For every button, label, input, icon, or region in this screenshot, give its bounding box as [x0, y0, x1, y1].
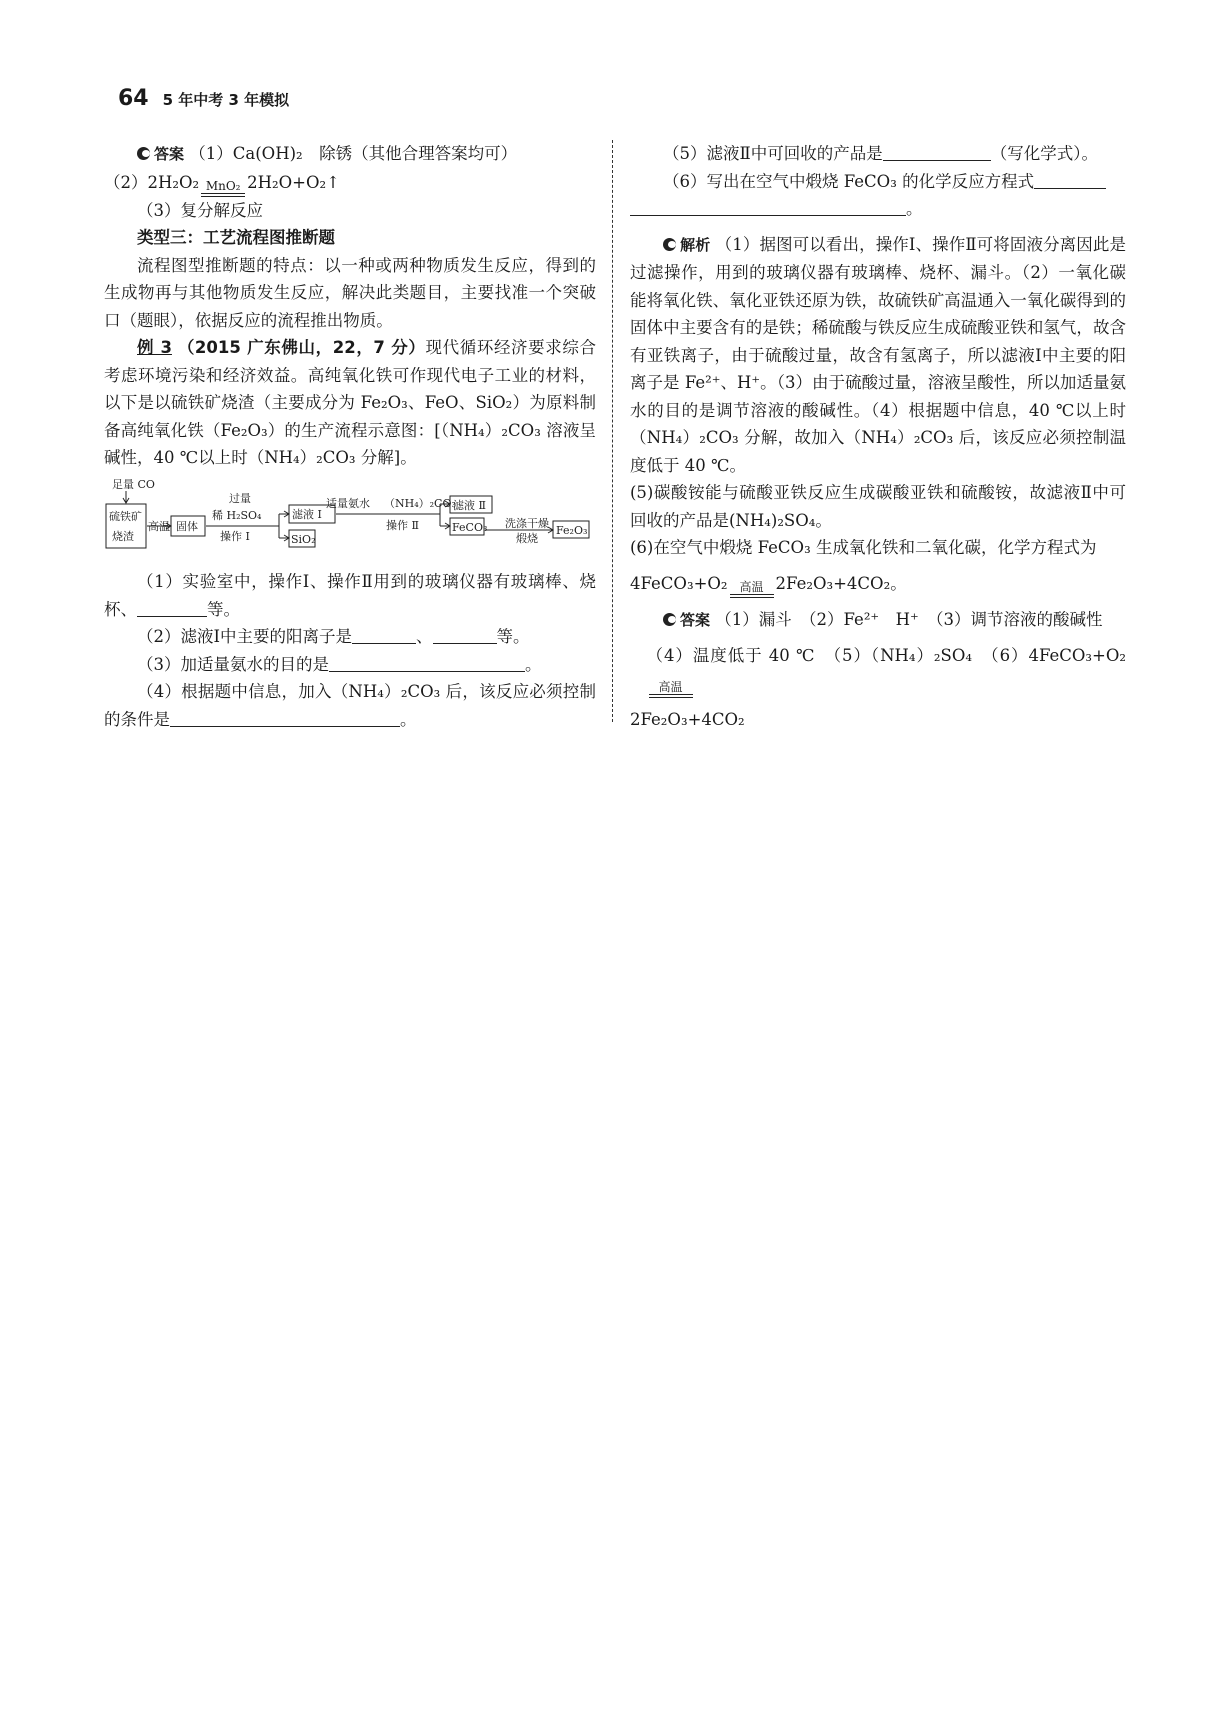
- analysis-paragraph: [630, 231, 1126, 480]
- flow-sio2: SiO₂: [291, 532, 316, 546]
- answer-part3: （3）复分解反应: [137, 200, 263, 220]
- answer-label: 答案: [154, 145, 185, 163]
- final-answer-line2: （4）温度低于 40 ℃ （5）（NH₄）₂SO₄ （6）4FeCO₃+O₂ 高温: [630, 642, 1126, 698]
- flow-co-label: 足量 CO: [112, 477, 155, 491]
- question-2: （2）滤液Ⅰ中主要的阳离子是 、 等。: [137, 627, 530, 646]
- equation-condition: MnO₂: [201, 180, 245, 197]
- flow-calcine: 煅烧: [516, 531, 538, 545]
- page-number: 64: [118, 86, 149, 111]
- flow-raw-2: 烧渣: [112, 529, 134, 543]
- final-answer-marker-icon: [663, 613, 676, 626]
- flow-nh4co3: （NH₄）₂CO₃: [384, 496, 456, 510]
- intro-paragraph: 流程图型推断题的特点：以一种或两种物质发生反应，得到的生成物再与其他物质发生反应，解决此类题目，主要找准一个突破口（题眼），依据反应的流程推出物质。: [104, 255, 596, 330]
- flow-op2: 操作 Ⅱ: [386, 518, 419, 532]
- analysis-label: 解析: [680, 235, 711, 254]
- answer-text: （1）Ca(OH)₂ 除锈（其他合理答案均可）: [189, 144, 518, 163]
- flow-raw-1: 硫铁矿: [109, 509, 142, 523]
- answer-marker-icon: [137, 147, 150, 160]
- analysis-marker-icon: [663, 238, 676, 251]
- right-column: [630, 140, 1126, 733]
- final-answer-label: 答案: [680, 610, 711, 629]
- analysis-part5: (5)碳酸铵能与硫酸亚铁反应生成碳酸亚铁和硫酸铵，故滤液Ⅱ中可回收的产品是(NH₄)₂SO₄。: [630, 483, 1126, 530]
- page-header: [118, 86, 289, 111]
- final-answer-condition: 高温: [649, 681, 693, 698]
- equation-line: （2）2H₂O₂ MnO₂ 2H₂O+O₂↑: [104, 169, 596, 197]
- answer-blank-2b: [433, 627, 497, 644]
- answer-blank-3: [329, 655, 525, 672]
- flow-feco3: FeCO₃: [452, 520, 488, 534]
- book-title: 5 年中考 3 年模拟: [162, 91, 290, 109]
- flow-svg: [104, 478, 594, 550]
- flow-acid: 稀 H₂SO₄: [212, 508, 262, 522]
- answer-blank-2a: [352, 627, 416, 644]
- question-4: （4）根据题中信息，加入（NH₄）₂CO₃ 后，该反应必须控制的条件是 。: [104, 682, 596, 729]
- question-6: （6）写出在空气中煅烧 FeCO₃ 的化学反应方程式 。: [630, 168, 1126, 223]
- answer-blank-1: [137, 600, 207, 617]
- analysis-equation-condition: 高温: [730, 581, 774, 598]
- flow-diagram: [104, 478, 596, 559]
- left-column: [104, 140, 596, 733]
- answer-blank-4: [170, 710, 400, 727]
- flow-acid-top: 过量: [229, 491, 251, 505]
- example-label: 例 3: [137, 338, 172, 357]
- flow-op1: 操作 Ⅰ: [220, 529, 250, 543]
- answer-blank-5: [883, 144, 991, 161]
- flow-ammonia: 适量氨水: [326, 496, 370, 510]
- flow-filtrate2: 滤液 Ⅱ: [453, 498, 486, 512]
- example-source: （2015 广东佛山，22，7 分）: [177, 338, 426, 357]
- answer-blank-6a: [1034, 172, 1106, 189]
- final-answer-line3: 2Fe₂O₃+4CO₂: [630, 709, 745, 729]
- analysis-part6: (6)在空气中煅烧 FeCO₃ 生成氧化铁和二氧化碳，化学方程式为: [630, 538, 1097, 557]
- question-5: （5）滤液Ⅱ中可回收的产品是 （写化学式）。: [663, 144, 1098, 163]
- answer-line: [104, 140, 596, 169]
- section-title: 类型三：工艺流程图推断题: [137, 228, 335, 247]
- question-1: （1）实验室中，操作Ⅰ、操作Ⅱ用到的玻璃仪器有玻璃棒、烧杯、 等。: [104, 572, 596, 619]
- flow-solid: 固体: [176, 519, 198, 533]
- analysis-text: （1）据图可以看出，操作Ⅰ、操作Ⅱ可将固液分离因此是过滤操作，用到的玻璃仪器有玻璃棒、烧杯、漏斗。（2）一氧化碳能将氧化铁、氧化亚铁还原为铁，故硫铁矿高温通入一氧化碳得到的固体中主要含有的是铁；稀硫酸与铁反应生成硫酸亚铁和氢气，故含有亚铁离子，由于硫酸过量，故含有氢离子，所以滤液Ⅰ中主要的阳离子是 Fe²⁺、H⁺。（3）由于硫酸过量，溶液呈酸性，所以加适量氨水的目的是调节溶液的酸碱性。（4）根据题中信息，40 ℃以上时（NH₄）₂CO₃ 分解，故加入（NH₄）₂CO₃ 后，该反应必须控制温度低于 40 ℃。: [630, 234, 1126, 475]
- column-divider: [612, 140, 613, 722]
- question-3: （3）加适量氨水的目的是 。: [137, 654, 542, 674]
- flow-filtrate1: 滤液 Ⅰ: [292, 507, 322, 521]
- flow-product: Fe₂O₃: [556, 523, 588, 537]
- final-answer-line1: 答案 （1）漏斗 （2）Fe²⁺ H⁺ （3）调节溶液的酸碱性: [630, 606, 1126, 635]
- flow-wash: 洗涤干燥: [505, 516, 549, 530]
- flow-step1: 高温: [148, 519, 170, 533]
- example-paragraph: [104, 334, 596, 472]
- analysis-equation: 4FeCO₃+O₂ 高温 2Fe₂O₃+4CO₂。: [630, 570, 1126, 598]
- answer-blank-6b: [630, 199, 906, 216]
- example-text: 现代循环经济要求综合考虑环境污染和经济效益。高纯氧化铁可作现代电子工业的材料，以下是以硫铁矿烧渣（主要成分为 Fe₂O₃、FeO、SiO₂）为原料制备高纯氧化铁（Fe₂O₃）的生产流程示意图：[（NH₄）₂CO₃ 溶液呈碱性，40 ℃以上时（NH₄）₂CO₃ 分解]。: [104, 338, 596, 467]
